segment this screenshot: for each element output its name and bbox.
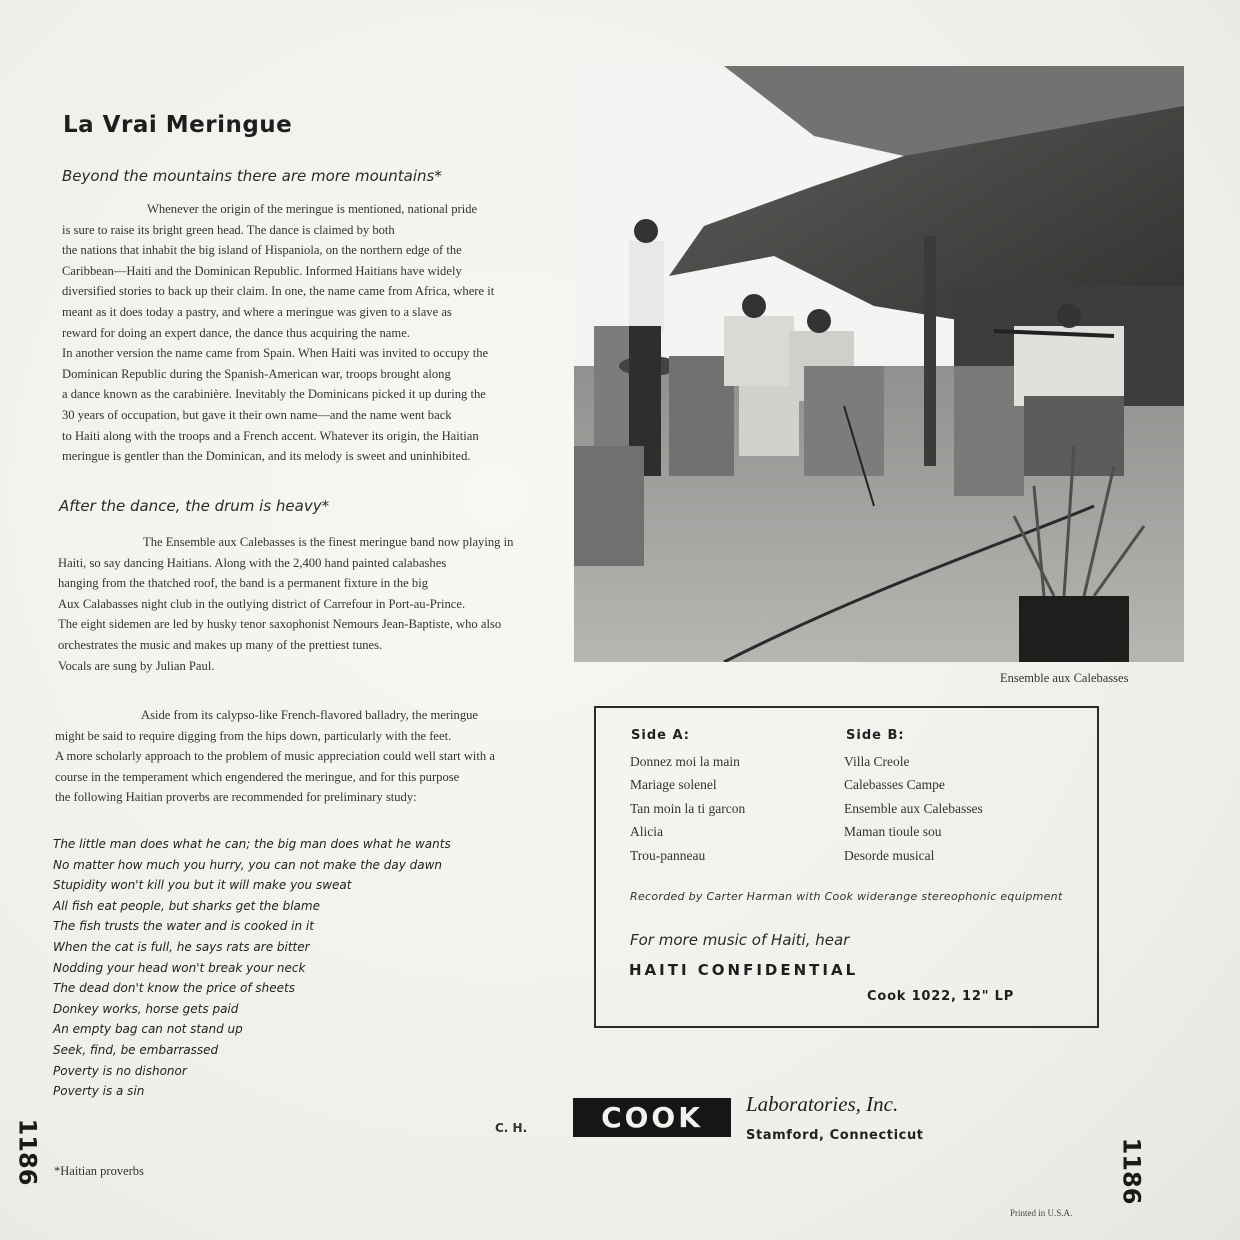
- text-line: course in the temperament which engendered the meringue, and for this purpose: [55, 769, 460, 784]
- proverb: Nodding your head won't break your neck: [53, 960, 306, 975]
- page-title: La Vrai Meringue: [63, 112, 293, 138]
- photo-caption: Ensemble aux Calebasses: [1000, 671, 1129, 685]
- track-item: Donnez moi la main: [630, 754, 740, 769]
- text-line: meringue is gentler than the Dominican, and its melody is sweet and uninhibited.: [62, 449, 471, 464]
- track-item: Ensemble aux Calebasses: [844, 800, 983, 816]
- text-line: 30 years of occupation, but gave it their own name—and the name went back: [62, 407, 452, 422]
- track-item: Tan moin la ti garcon: [630, 800, 746, 816]
- text-line: a dance known as the carabinière. Inevitably the Dominicans picked it up during the: [62, 387, 486, 402]
- text-line: The Ensemble aux Calebasses is the finest meringue band now playing in: [143, 535, 514, 549]
- band-photo: [574, 66, 1184, 662]
- text-line: Caribbean—Haiti and the Dominican Republic. Informed Haitians have widely: [62, 263, 462, 278]
- section-heading-mountains: Beyond the mountains there are more mountains*: [62, 167, 442, 185]
- text-line: the nations that inhabit the big island of Hispaniola, on the northern edge of the: [62, 243, 462, 258]
- company-name: Laboratories, Inc.: [746, 1092, 899, 1116]
- text-line: to Haiti along with the troops and a French accent. Whatever its origin, the Haitian: [62, 428, 479, 443]
- text-line: is sure to raise its bright green head. The dance is claimed by both: [62, 222, 395, 237]
- text-line: The eight sidemen are led by husky tenor saxophonist Nemours Jean-Baptiste, who also: [58, 617, 502, 632]
- initials: C. H.: [495, 1121, 528, 1135]
- text-line: Haiti, so say dancing Haitians. Along with the 2,400 hand painted calabashes: [58, 555, 447, 570]
- proverb: Poverty is no dishonor: [53, 1063, 187, 1078]
- section-heading-drum: After the dance, the drum is heavy*: [59, 497, 330, 515]
- track-listing-box: [594, 706, 1099, 1028]
- album-format: Cook 1022, 12" LP: [867, 989, 1015, 1004]
- printed-in: Printed in U.S.A.: [1010, 1208, 1073, 1218]
- proverb: An empty bag can not stand up: [53, 1022, 243, 1037]
- recording-credit: Recorded by Carter Harman with Cook widerange stereophonic equipment: [630, 890, 1063, 903]
- album-title: HAITI CONFIDENTIAL: [629, 961, 859, 979]
- text-line: Vocals are sung by Julian Paul.: [58, 658, 215, 673]
- side-b-tracks: [844, 750, 983, 867]
- track-item: Desorde musical: [844, 847, 935, 863]
- paragraph-origin: [62, 199, 494, 467]
- text-line: diversified stories to back up their claim. In one, the name came from Africa, where it: [62, 284, 495, 299]
- text-line: meant as it does today a pastry, and where a meringue was given to a slave as: [62, 304, 452, 319]
- proverb: Donkey works, horse gets paid: [53, 1001, 239, 1016]
- proverb: The fish trusts the water and is cooked in it: [53, 919, 314, 934]
- text-line: hanging from the thatched roof, the band is a permanent fixture in the big: [58, 576, 429, 591]
- footnote: *Haitian proverbs: [54, 1164, 144, 1178]
- track-item: Mariage solenel: [630, 777, 717, 793]
- proverb: Stupidity won't kill you but it will make you sweat: [53, 878, 352, 893]
- paragraph-ensemble: [58, 532, 513, 676]
- text-line: Aside from its calypso-like French-flavored balladry, the meringue: [141, 708, 479, 722]
- catalog-number-left: 1186: [13, 1118, 42, 1186]
- text-line: orchestrates the music and makes up many of the prettiest tunes.: [58, 637, 383, 652]
- text-line: Dominican Republic during the Spanish-American war, troops brought along: [62, 366, 451, 381]
- proverb: All fish eat people, but sharks get the blame: [53, 898, 320, 913]
- paragraph-appreciation: [55, 705, 495, 808]
- track-item: Trou-panneau: [630, 847, 706, 863]
- proverb: The dead don't know the price of sheets: [53, 981, 295, 996]
- text-line: Whenever the origin of the meringue is mentioned, national pride: [147, 202, 478, 216]
- side-b-heading: Side B:: [846, 728, 905, 743]
- proverbs-list: [53, 834, 451, 1102]
- company-city: Stamford, Connecticut: [746, 1128, 924, 1143]
- cook-logo: COOK: [573, 1098, 731, 1137]
- text-line: A more scholarly approach to the problem of music appreciation could well start with a: [55, 749, 495, 764]
- track-item: Maman tioule sou: [844, 824, 942, 840]
- proverb: Seek, find, be embarrassed: [53, 1042, 219, 1057]
- side-a-heading: Side A:: [631, 728, 690, 743]
- text-line: reward for doing an expert dance, the dance thus acquiring the name.: [62, 325, 410, 340]
- track-item: Alicia: [630, 824, 663, 840]
- proverb: Poverty is a sin: [53, 1084, 145, 1099]
- track-item: Villa Creole: [844, 754, 910, 769]
- proverb: No matter how much you hurry, you can not make the day dawn: [53, 857, 443, 872]
- track-item: Calebasses Campe: [844, 777, 945, 793]
- proverb: When the cat is full, he says rats are bitter: [53, 939, 310, 954]
- proverb: The little man does what he can; the big man does what he wants: [53, 837, 451, 851]
- side-a-tracks: [630, 750, 745, 867]
- more-music-note: For more music of Haiti, hear: [630, 931, 850, 949]
- text-line: the following Haitian proverbs are recommended for preliminary study:: [55, 790, 417, 805]
- text-line: In another version the name came from Spain. When Haiti was invited to occupy the: [62, 346, 489, 361]
- text-line: might be said to require digging from the hips down, particularly with the feet.: [55, 728, 452, 743]
- catalog-number-right: 1186: [1117, 1137, 1146, 1205]
- text-line: Aux Calabasses night club in the outlying district of Carrefour in Port-au-Prince.: [58, 596, 466, 611]
